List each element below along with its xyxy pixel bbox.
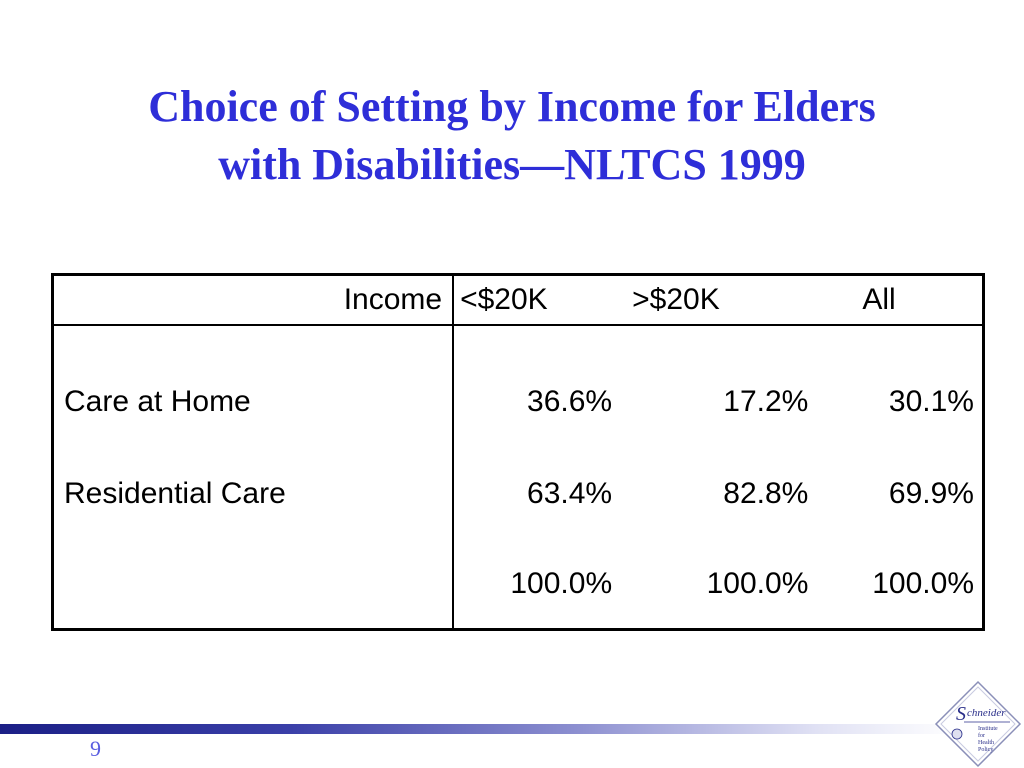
svg-text:for: for — [978, 733, 985, 739]
schneider-institute-logo — [934, 680, 1022, 768]
income-setting-table — [51, 273, 985, 631]
cell-total-over-20k: 100.0% — [706, 567, 809, 600]
svg-text:chneider: chneider — [967, 707, 1006, 719]
cell-total-all: 100.0% — [872, 567, 974, 600]
header-income-label: Income — [53, 275, 454, 326]
cell-residential-all: 69.9% — [888, 477, 974, 510]
table-row — [53, 325, 984, 448]
svg-text:Institute: Institute — [978, 726, 998, 732]
header-col-all: All — [812, 275, 983, 326]
slide-title-line-1: Choice of Setting by Income for Elders — [148, 82, 876, 131]
cell-residential-over-20k: 82.8% — [723, 477, 809, 510]
footer-gradient-bar — [0, 724, 960, 734]
header-col-over-20k: >$20K — [616, 275, 812, 326]
cell-care-at-home-all: 30.1% — [888, 385, 974, 418]
cell-total-under-20k: 100.0% — [510, 567, 613, 600]
svg-text:Health: Health — [978, 740, 994, 746]
slide-title-line-2: with Disabilities—NLTCS 1999 — [218, 140, 806, 189]
row-label-total — [53, 540, 454, 630]
cell-residential-under-20k: 63.4% — [527, 477, 613, 510]
table-row — [53, 448, 984, 540]
cell-care-at-home-under-20k: 36.6% — [527, 385, 613, 418]
header-col-under-20k: <$20K — [453, 275, 616, 326]
svg-text:Policy: Policy — [978, 747, 994, 753]
cell-care-at-home-over-20k: 17.2% — [723, 385, 809, 418]
row-label-care-at-home: Care at Home — [53, 325, 454, 448]
page-number: 9 — [90, 736, 101, 761]
row-label-residential-care: Residential Care — [53, 448, 454, 540]
table-total-row — [53, 540, 984, 630]
slide-title — [40, 78, 984, 194]
table-header-row — [53, 275, 984, 326]
svg-text:S: S — [956, 703, 966, 725]
